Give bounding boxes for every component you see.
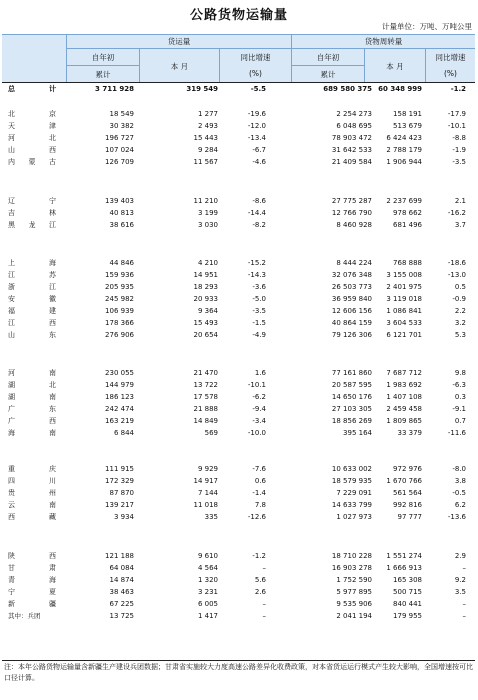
cell-f-yoy: -1.2 <box>252 552 266 560</box>
cell-f-month: 1 277 <box>197 110 218 118</box>
cell-f-ytd: 14 874 <box>109 576 134 584</box>
cell-t-ytd: 8 460 928 <box>336 221 372 229</box>
cell-f-month: 1 417 <box>197 612 218 620</box>
table-row <box>2 428 475 439</box>
header-freight-ytd-top: 自年初 <box>91 52 115 62</box>
cell-region: 新 疆 <box>8 600 56 608</box>
table-row <box>2 392 475 403</box>
cell-t-ytd: 21 409 584 <box>331 158 372 166</box>
table-row <box>2 133 475 144</box>
cell-t-month: 97 777 <box>397 513 422 521</box>
cell-t-ytd: 31 642 533 <box>331 146 372 154</box>
cell-t-month: 992 816 <box>393 501 422 509</box>
cell-f-ytd: 87 870 <box>109 489 134 497</box>
cell-region: 山 西 <box>8 146 56 154</box>
cell-f-ytd: 111 915 <box>105 465 134 473</box>
table-bottom-rule <box>2 660 475 661</box>
cell-f-ytd: 186 123 <box>105 393 134 401</box>
cell-t-yoy: 2.1 <box>454 197 466 205</box>
cell-f-yoy: – <box>262 564 266 572</box>
cell-t-yoy: -11.6 <box>447 429 466 437</box>
cell-t-ytd: 14 650 176 <box>331 393 372 401</box>
cell-region: 总 计 <box>8 85 56 93</box>
cell-t-month: 7 687 712 <box>386 369 422 377</box>
cell-f-yoy: -3.6 <box>252 283 266 291</box>
cell-t-ytd: 26 503 773 <box>331 283 372 291</box>
table-row <box>2 208 475 219</box>
cell-f-yoy: -14.3 <box>247 271 266 279</box>
cell-region: 陕 西 <box>8 552 56 560</box>
cell-t-yoy: -17.9 <box>447 110 466 118</box>
cell-region: 上 海 <box>8 259 56 267</box>
cell-f-month: 15 493 <box>193 319 218 327</box>
cell-f-ytd: 144 979 <box>105 381 134 389</box>
cell-f-month: 21 888 <box>193 405 218 413</box>
cell-region: 广 西 <box>8 417 56 425</box>
cell-t-yoy: -16.2 <box>447 209 466 217</box>
cell-f-ytd: 126 709 <box>105 158 134 166</box>
cell-f-month: 11 567 <box>193 158 218 166</box>
cell-t-ytd: 36 959 840 <box>331 295 372 303</box>
cell-f-yoy: 1.6 <box>254 369 266 377</box>
cell-f-month: 3 030 <box>197 221 218 229</box>
cell-f-yoy: -19.6 <box>247 110 266 118</box>
cell-region: 福 建 <box>8 307 56 315</box>
cell-t-ytd: 78 903 472 <box>331 134 372 142</box>
header-turnover-yoy-top: 同比增速 <box>435 53 466 62</box>
cell-f-yoy: -1.5 <box>252 319 266 327</box>
cell-t-yoy: 9.2 <box>454 576 466 584</box>
cell-f-month: 20 933 <box>193 295 218 303</box>
cell-t-yoy: -6.3 <box>452 381 466 389</box>
cell-t-month: 33 379 <box>397 429 422 437</box>
cell-t-month: 6 424 423 <box>386 134 422 142</box>
cell-region: 北 京 <box>8 110 56 118</box>
cell-f-yoy: – <box>262 612 266 620</box>
cell-t-month: 1 906 944 <box>386 158 422 166</box>
cell-t-month: 2 401 975 <box>386 283 422 291</box>
cell-t-ytd: 10 633 002 <box>331 465 372 473</box>
cell-f-yoy: 0.6 <box>254 477 266 485</box>
cell-f-yoy: -4.9 <box>252 331 266 339</box>
cell-t-month: 768 888 <box>393 259 422 267</box>
cell-t-ytd: 16 903 278 <box>331 564 372 572</box>
cell-region: 贵 州 <box>8 489 56 497</box>
table-row <box>2 330 475 341</box>
cell-t-month: 972 976 <box>393 465 422 473</box>
table-row <box>2 611 475 622</box>
header-turnover-ytd-top: 自年初 <box>316 52 340 62</box>
cell-f-month: 569 <box>204 429 218 437</box>
cell-t-ytd: 12 606 156 <box>331 307 372 315</box>
cell-f-ytd: 245 982 <box>105 295 134 303</box>
cell-f-ytd: 13 725 <box>109 612 134 620</box>
cell-f-month: 18 293 <box>193 283 218 291</box>
cell-f-ytd: 38 616 <box>109 221 134 229</box>
cell-f-ytd: 6 844 <box>113 429 134 437</box>
cell-t-month: 3 604 533 <box>386 319 422 327</box>
cell-f-ytd: 18 549 <box>109 110 134 118</box>
cell-t-yoy: 2.2 <box>454 307 466 315</box>
table-row <box>2 587 475 598</box>
cell-f-ytd: 139 217 <box>105 501 134 509</box>
cell-f-ytd: 106 939 <box>105 307 134 315</box>
cell-f-ytd: 64 084 <box>109 564 134 572</box>
cell-region: 黑龙江 <box>8 221 56 229</box>
header-turnover-month: 本 月 <box>386 61 404 71</box>
cell-f-ytd: 30 382 <box>109 122 134 130</box>
cell-t-yoy: -1.2 <box>450 85 466 93</box>
cell-f-ytd: 107 024 <box>105 146 134 154</box>
table-row <box>2 599 475 610</box>
cell-t-ytd: 6 048 695 <box>336 122 372 130</box>
table-row-total <box>2 84 475 95</box>
header-turnover-yoy-bottom: (%) <box>444 69 457 78</box>
cell-t-month: 2 237 699 <box>386 197 422 205</box>
header-turnover-ytd-bottom: 累计 <box>320 70 336 79</box>
unit-label: 计量单位：万吨、万吨公里 <box>382 22 472 31</box>
cell-t-yoy: -13.0 <box>447 271 466 279</box>
table-row <box>2 512 475 523</box>
cell-t-ytd: 1 752 590 <box>336 576 372 584</box>
cell-t-yoy: -1.9 <box>452 146 466 154</box>
page-title: 公路货物运输量 <box>189 8 288 23</box>
table-row <box>2 575 475 586</box>
header-freight-yoy-bottom: (%) <box>249 69 262 78</box>
cell-t-ytd: 12 766 790 <box>331 209 372 217</box>
cell-t-ytd: 2 254 273 <box>336 110 372 118</box>
table-row <box>2 416 475 427</box>
cell-f-yoy: -14.4 <box>247 209 266 217</box>
cell-f-ytd: 196 727 <box>105 134 134 142</box>
cell-region: 广 东 <box>8 405 56 413</box>
cell-f-yoy: -10.0 <box>247 429 266 437</box>
cell-f-month: 9 284 <box>197 146 218 154</box>
cell-t-month: 6 121 701 <box>386 331 422 339</box>
cell-f-yoy: – <box>262 600 266 608</box>
cell-f-month: 3 231 <box>197 588 218 596</box>
cell-f-yoy: -3.4 <box>252 417 266 425</box>
cell-t-yoy: 3.5 <box>454 588 466 596</box>
cell-f-month: 9 929 <box>197 465 218 473</box>
cell-region: 辽 宁 <box>8 197 56 205</box>
cell-t-month: 1 809 865 <box>386 417 422 425</box>
cell-t-yoy: 0.7 <box>454 417 466 425</box>
cell-t-month: 500 715 <box>393 588 422 596</box>
cell-t-ytd: 1 027 973 <box>336 513 372 521</box>
cell-region: 四 川 <box>8 477 56 485</box>
cell-t-ytd: 20 587 595 <box>331 381 372 389</box>
cell-t-month: 2 788 179 <box>386 146 422 154</box>
table-row <box>2 270 475 281</box>
cell-f-month: 20 654 <box>193 331 218 339</box>
table-row <box>2 368 475 379</box>
cell-t-ytd: 77 161 860 <box>331 369 372 377</box>
cell-f-yoy: -3.5 <box>252 307 266 315</box>
table-row <box>2 294 475 305</box>
cell-region: 云 南 <box>8 501 56 509</box>
cell-f-month: 4 210 <box>197 259 218 267</box>
cell-t-yoy: -18.6 <box>447 259 466 267</box>
cell-f-ytd: 159 936 <box>105 271 134 279</box>
header-bottom-rule <box>2 82 475 83</box>
cell-f-yoy: -9.4 <box>252 405 266 413</box>
cell-f-ytd: 242 474 <box>105 405 134 413</box>
cell-region: 安 徽 <box>8 295 56 303</box>
cell-t-yoy: 5.3 <box>454 331 466 339</box>
header-group-freight: 货运量 <box>167 37 191 46</box>
cell-f-yoy: -8.2 <box>252 221 266 229</box>
cell-t-ytd: 27 103 305 <box>331 405 372 413</box>
cell-t-yoy: 3.2 <box>454 319 466 327</box>
cell-f-ytd: 230 055 <box>105 369 134 377</box>
cell-f-yoy: -15.2 <box>247 259 266 267</box>
cell-region: 海 南 <box>8 429 56 437</box>
cell-region: 甘 肃 <box>8 564 56 572</box>
cell-f-month: 9 610 <box>197 552 218 560</box>
cell-t-ytd: 8 444 224 <box>336 259 372 267</box>
table-row <box>2 121 475 132</box>
cell-f-ytd: 205 935 <box>105 283 134 291</box>
cell-t-yoy: 0.3 <box>454 393 466 401</box>
cell-f-ytd: 3 711 928 <box>95 85 134 93</box>
table-row <box>2 109 475 120</box>
cell-f-yoy: 5.6 <box>254 576 266 584</box>
cell-region: 山 东 <box>8 331 56 339</box>
footnote: 注：本年公路货物运输量含新疆生产建设兵团数据；甘肃省实施较大力度高速公路差异化收费政策，对本省货运运行模式产生较大影响，全国增速按可比口径计算。 <box>4 663 473 682</box>
cell-t-month: 158 191 <box>393 110 422 118</box>
cell-f-month: 7 144 <box>197 489 218 497</box>
cell-t-yoy: -3.5 <box>452 158 466 166</box>
cell-t-yoy: – <box>462 612 466 620</box>
cell-t-month: 3 155 008 <box>386 271 422 279</box>
cell-f-yoy: -6.7 <box>252 146 266 154</box>
cell-f-yoy: -4.6 <box>252 158 266 166</box>
cell-f-month: 17 578 <box>193 393 218 401</box>
cell-t-month: 561 564 <box>393 489 422 497</box>
table-row <box>2 220 475 231</box>
cell-t-ytd: 27 775 287 <box>331 197 372 205</box>
table-row <box>2 157 475 168</box>
cell-f-month: 11 210 <box>193 197 218 205</box>
cell-f-month: 14 951 <box>193 271 218 279</box>
cell-f-ytd: 3 934 <box>113 513 134 521</box>
cell-t-month: 165 308 <box>393 576 422 584</box>
cell-f-ytd: 121 188 <box>105 552 134 560</box>
cell-t-ytd: 18 710 228 <box>331 552 372 560</box>
cell-f-month: 1 320 <box>197 576 218 584</box>
header-freight-yoy-top: 同比增速 <box>240 53 271 62</box>
cell-t-month: 1 551 274 <box>386 552 422 560</box>
cell-f-yoy: -5.5 <box>250 85 266 93</box>
cell-t-month: 60 348 999 <box>378 85 422 93</box>
cell-region: 青 海 <box>8 576 56 584</box>
cell-t-yoy: – <box>462 600 466 608</box>
table-row <box>2 258 475 269</box>
cell-t-ytd: 2 041 194 <box>336 612 372 620</box>
cell-t-yoy: 2.9 <box>454 552 466 560</box>
cell-region: 西 藏 <box>8 513 56 521</box>
table-row <box>2 196 475 207</box>
table-row <box>2 282 475 293</box>
cell-t-ytd: 395 164 <box>343 429 372 437</box>
cell-t-ytd: 18 579 935 <box>331 477 372 485</box>
cell-f-month: 11 018 <box>193 501 218 509</box>
cell-f-month: 21 470 <box>193 369 218 377</box>
cell-f-yoy: -7.6 <box>252 465 266 473</box>
cell-t-ytd: 32 076 348 <box>331 271 372 279</box>
cell-f-month: 3 199 <box>197 209 218 217</box>
cell-f-ytd: 40 813 <box>109 209 134 217</box>
cell-t-month: 513 679 <box>393 122 422 130</box>
cell-t-yoy: 3.8 <box>454 477 466 485</box>
cell-region: 浙 江 <box>8 283 56 291</box>
cell-f-ytd: 276 906 <box>105 331 134 339</box>
cell-region: 江 苏 <box>8 271 56 279</box>
cell-t-month: 1 983 692 <box>386 381 422 389</box>
cell-f-ytd: 163 219 <box>105 417 134 425</box>
cell-f-month: 14 849 <box>193 417 218 425</box>
cell-region: 湖 南 <box>8 393 56 401</box>
cell-region: 江 西 <box>8 319 56 327</box>
cell-f-month: 319 549 <box>186 85 218 93</box>
cell-f-yoy: -12.6 <box>247 513 266 521</box>
table-row <box>2 404 475 415</box>
cell-f-month: 6 005 <box>197 600 218 608</box>
cell-region: 吉 林 <box>8 209 56 217</box>
cell-region: 湖 北 <box>8 381 56 389</box>
cell-f-month: 335 <box>204 513 218 521</box>
cell-f-yoy: -8.6 <box>252 197 266 205</box>
cell-t-yoy: – <box>462 564 466 572</box>
cell-t-yoy: -0.9 <box>452 295 466 303</box>
cell-t-month: 179 955 <box>393 612 422 620</box>
cell-f-month: 13 722 <box>193 381 218 389</box>
table-row <box>2 476 475 487</box>
cell-t-month: 2 459 458 <box>386 405 422 413</box>
header-group-turnover: 货物周转量 <box>364 37 403 46</box>
table-row <box>2 318 475 329</box>
cell-f-ytd: 67 225 <box>109 600 134 608</box>
cell-f-month: 14 917 <box>193 477 218 485</box>
cell-region: 河 北 <box>8 134 56 142</box>
cell-f-ytd: 178 366 <box>105 319 134 327</box>
cell-t-month: 1 666 913 <box>386 564 422 572</box>
table-header <box>2 34 475 83</box>
cell-f-ytd: 139 403 <box>105 197 134 205</box>
cell-t-ytd: 9 535 906 <box>336 600 372 608</box>
cell-f-ytd: 172 329 <box>105 477 134 485</box>
cell-t-ytd: 14 633 799 <box>331 501 372 509</box>
cell-t-ytd: 79 126 306 <box>331 331 372 339</box>
cell-f-yoy: -10.1 <box>247 381 266 389</box>
cell-f-yoy: -6.2 <box>252 393 266 401</box>
cell-region: 重 庆 <box>8 465 56 473</box>
cell-f-yoy: -5.0 <box>252 295 266 303</box>
cell-f-yoy: -13.4 <box>247 134 266 142</box>
cell-region: 内蒙古 <box>8 158 56 166</box>
cell-t-yoy: 9.8 <box>454 369 466 377</box>
cell-t-month: 681 496 <box>393 221 422 229</box>
cell-f-ytd: 38 463 <box>109 588 134 596</box>
cell-f-month: 4 564 <box>197 564 218 572</box>
cell-t-ytd: 689 580 375 <box>323 85 372 93</box>
cell-f-month: 9 364 <box>197 307 218 315</box>
table-row <box>2 306 475 317</box>
cell-t-yoy: 6.2 <box>454 501 466 509</box>
cell-t-yoy: 0.5 <box>454 283 466 291</box>
cell-region: 宁 夏 <box>8 588 56 596</box>
cell-t-month: 978 662 <box>393 209 422 217</box>
cell-f-ytd: 44 846 <box>109 259 134 267</box>
table-row <box>2 464 475 475</box>
cell-f-yoy: 2.6 <box>254 588 266 596</box>
cell-t-ytd: 7 229 091 <box>336 489 372 497</box>
cell-t-month: 1 086 841 <box>386 307 422 315</box>
cell-f-month: 2 493 <box>197 122 218 130</box>
cell-t-yoy: -0.5 <box>452 489 466 497</box>
cell-t-ytd: 18 856 269 <box>331 417 372 425</box>
table-row <box>2 380 475 391</box>
cell-t-yoy: 3.7 <box>454 221 466 229</box>
cell-t-yoy: -9.1 <box>452 405 466 413</box>
cell-t-month: 3 119 018 <box>386 295 422 303</box>
cell-f-month: 15 443 <box>193 134 218 142</box>
table-row <box>2 488 475 499</box>
cell-t-yoy: -13.6 <box>447 513 466 521</box>
cell-t-month: 840 441 <box>393 600 422 608</box>
cell-t-ytd: 5 977 895 <box>336 588 372 596</box>
cell-t-month: 1 670 766 <box>386 477 422 485</box>
cell-f-yoy: -12.0 <box>247 122 266 130</box>
table-row <box>2 551 475 562</box>
table-row <box>2 563 475 574</box>
cell-region: 天 津 <box>8 122 56 130</box>
cell-region: 河 南 <box>8 369 56 377</box>
cell-t-month: 1 407 108 <box>386 393 422 401</box>
cell-t-yoy: -8.8 <box>452 134 466 142</box>
cell-t-ytd: 40 864 159 <box>331 319 372 327</box>
cell-t-yoy: -10.1 <box>447 122 466 130</box>
cell-f-yoy: 7.8 <box>254 501 266 509</box>
header-freight-ytd-bottom: 累计 <box>95 70 111 79</box>
cell-t-yoy: -8.0 <box>452 465 466 473</box>
cell-f-yoy: -1.4 <box>252 489 266 497</box>
table-row <box>2 500 475 511</box>
cell-region: 其中：兵团 <box>8 612 41 620</box>
table-row <box>2 145 475 156</box>
header-freight-month: 本 月 <box>170 61 189 71</box>
